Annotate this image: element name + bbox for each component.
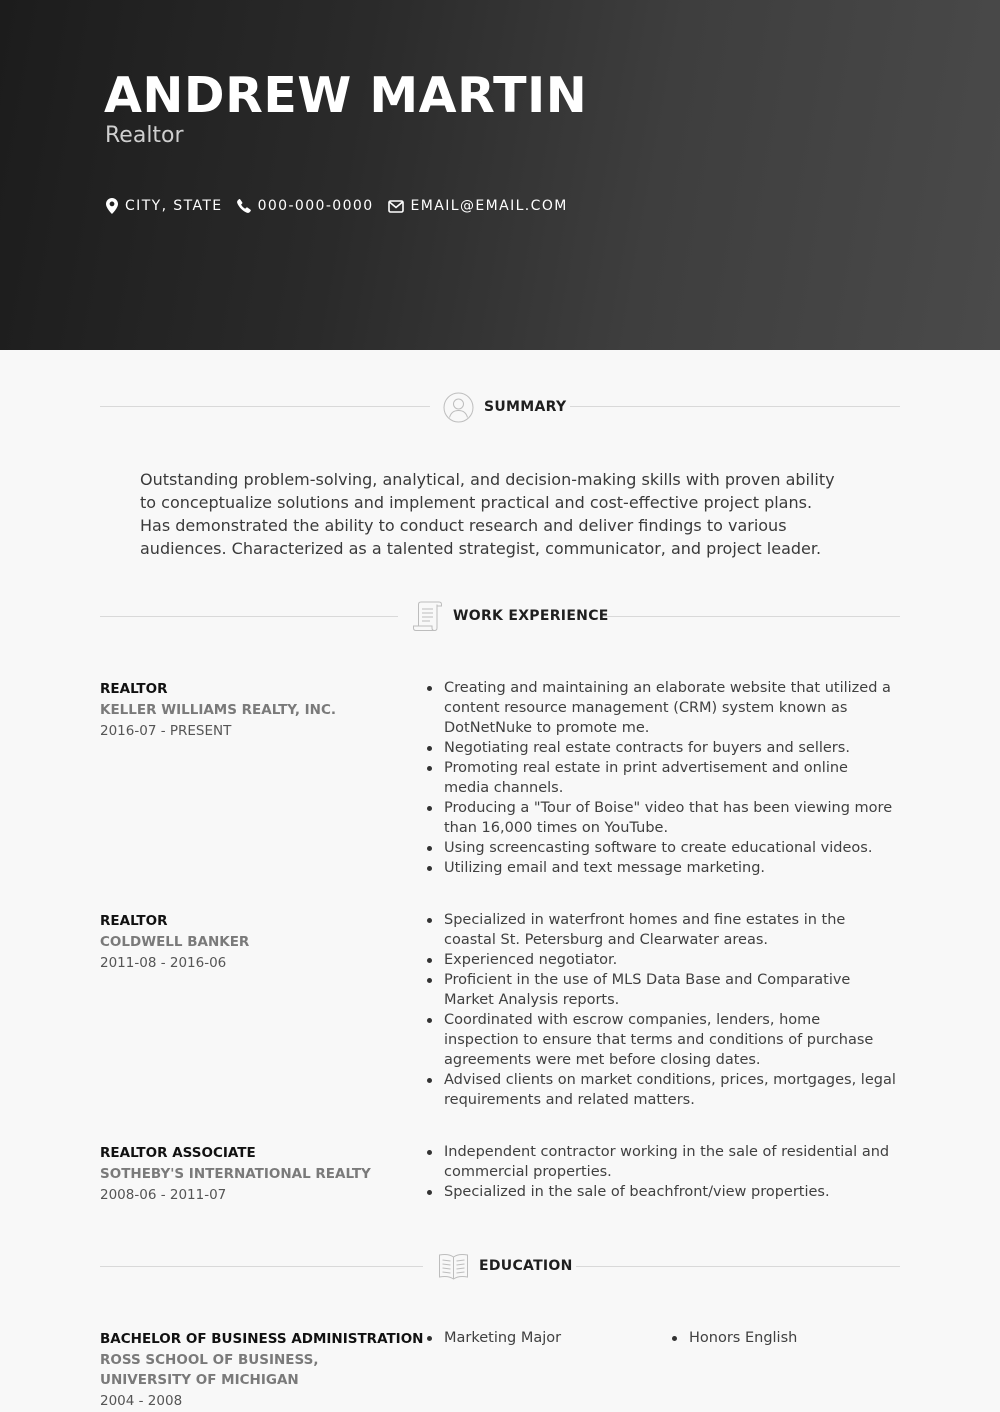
bullet-item: Independent contractor working in the sale of residential and commercial properties. [426,1142,896,1182]
bullet-item: Experienced negotiator. [426,950,896,970]
envelope-icon [388,200,404,213]
bullet-item: Utilizing email and text message marketing. [426,858,896,878]
job-dates: 2011-08 - 2016-06 [100,955,227,971]
education-bullets-col2 [671,1328,797,1348]
summary-rule-left [100,406,430,407]
school-name: ROSS SCHOOL OF BUSINESS, UNIVERSITY OF MICHIGAN [100,1352,319,1388]
job-dates: 2008-06 - 2011-07 [100,1187,227,1203]
education-bullets-col1 [426,1328,561,1348]
candidate-role: Realtor [105,123,184,148]
job-3-info [100,1142,400,1206]
contact-info [106,194,582,218]
bullet-item: Specialized in the sale of beachfront/view properties. [426,1182,896,1202]
education-heading-label: EDUCATION [479,1258,573,1274]
candidate-name: ANDREW MARTIN [104,67,588,124]
job-dates: 2016-07 - PRESENT [100,723,232,739]
bullet-item: Honors English [671,1328,797,1348]
bullet-item: Coordinated with escrow companies, lenders, home inspection to ensure that terms and conditions of purchase agreements were met before closing dates. [426,1010,896,1070]
job-3-bullets [426,1142,896,1202]
summary-text: Outstanding problem-solving, analytical, and decision-making skills with proven ability to conceptualize solutions and implement practical and cost-effective project plans. Has demonstrated the ability to conduct research and deliver findings to various audiences. Characterized as a talented strategist, communicator, and project leader. [140,470,835,558]
resume-header [0,0,1000,350]
education-heading [438,1250,573,1282]
job-title: REALTOR [100,913,168,929]
education-info [100,1328,424,1412]
email-text: EMAIL@EMAIL.COM [410,198,568,214]
job-title: REALTOR ASSOCIATE [100,1145,256,1161]
location-pin-icon [106,198,118,214]
job-1-info [100,678,400,742]
location-text: CITY, STATE [125,198,223,214]
bullet-item: Marketing Major [426,1328,561,1348]
job-company: COLDWELL BANKER [100,934,250,950]
work-heading-label: WORK EXPERIENCE [453,608,609,624]
scroll-document-icon [412,600,443,632]
job-company: KELLER WILLIAMS REALTY, INC. [100,702,337,718]
contact-phone [237,198,374,214]
education-dates: 2004 - 2008 [100,1393,183,1409]
bullet-item: Creating and maintaining an elaborate website that utilized a content resource management (CRM) system known as DotNetNuke to promote me. [426,678,896,738]
job-2-bullets [426,910,896,1110]
job-2-info [100,910,400,974]
work-rule-left [100,616,398,617]
work-rule-right [603,616,900,617]
job-title: REALTOR [100,681,168,697]
bullet-item: Promoting real estate in print advertisement and online media channels. [426,758,896,798]
open-book-icon [438,1251,469,1281]
education-rule-left [100,1266,423,1267]
job-company: SOTHEBY'S INTERNATIONAL REALTY [100,1166,371,1182]
contact-location [106,198,223,214]
phone-text: 000-000-0000 [257,198,374,214]
job-1-bullets [426,678,896,878]
work-heading [412,600,609,632]
summary-rule-right [570,406,900,407]
contact-email [388,198,568,214]
education-rule-right [576,1266,900,1267]
bullet-item: Advised clients on market conditions, prices, mortgages, legal requirements and related matters. [426,1070,896,1110]
bullet-item: Proficient in the use of MLS Data Base and Comparative Market Analysis reports. [426,970,896,1010]
bullet-item: Producing a "Tour of Boise" video that has been viewing more than 16,000 times on YouTube. [426,798,896,838]
phone-icon [237,199,251,213]
bullet-item: Negotiating real estate contracts for buyers and sellers. [426,738,896,758]
summary-heading-label: SUMMARY [484,399,567,415]
user-icon [443,392,474,423]
summary-heading [443,391,566,423]
bullet-item: Specialized in waterfront homes and fine estates in the coastal St. Petersburg and Clearwater areas. [426,910,896,950]
bullet-item: Using screencasting software to create educational videos. [426,838,896,858]
degree-title: BACHELOR OF BUSINESS ADMINISTRATION [100,1331,424,1347]
